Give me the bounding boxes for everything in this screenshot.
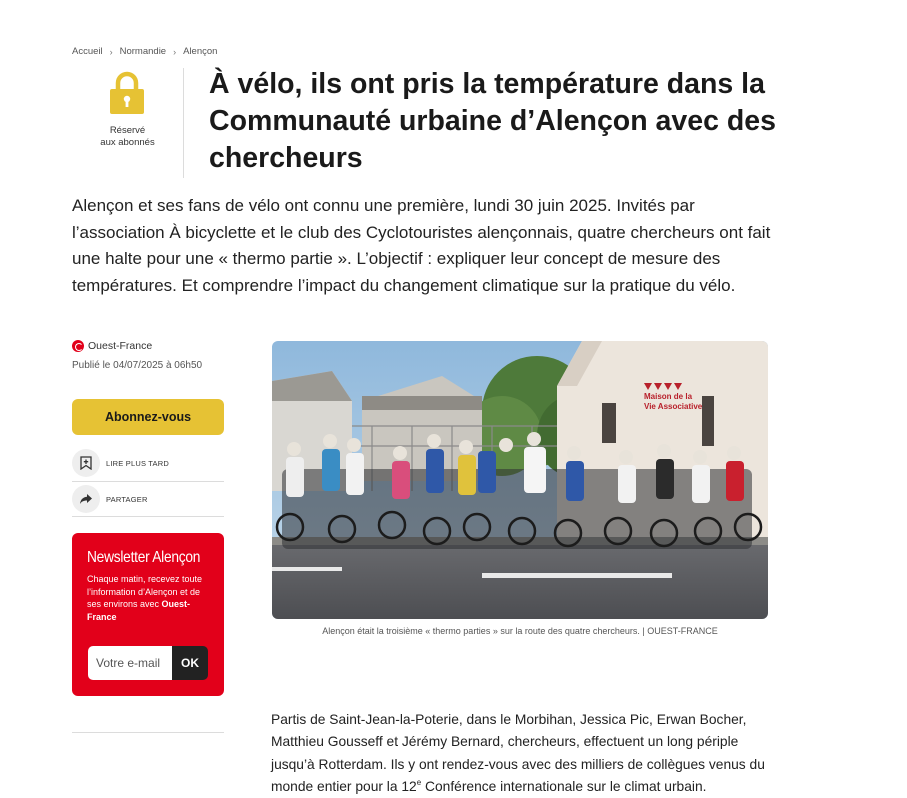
newsletter-form	[88, 646, 208, 680]
article-body-paragraph: Partis de Saint-Jean-la-Poterie, dans le Morbihan, Jessica Pic, Erwan Bocher, Matthieu Gousseff et Jérémy Bernard, chercheurs, effectuent un long périple jusqu’à Rotterdam. Ils y ont rendez-vous avec des milliers de collègues venus du monde entier pour la 12e Conférence internationale sur le climat urbain.	[271, 712, 765, 794]
premium-badge	[72, 68, 184, 178]
newsletter-submit-button[interactable]: OK	[172, 646, 208, 680]
article-source[interactable]	[72, 340, 152, 352]
bookmark-plus-icon	[72, 449, 100, 477]
newsletter-email-input[interactable]	[88, 646, 172, 680]
newsletter-description: Chaque matin, recevez toute l’information d’Alençon et de ses environs avec Ouest-France	[87, 574, 203, 622]
newsletter-title: Newsletter Alençon	[87, 549, 201, 566]
chevron-right-icon: ›	[173, 46, 177, 57]
subscribe-button[interactable]: Abonnez-vous	[72, 399, 224, 435]
newsletter-box	[72, 533, 224, 696]
breadcrumb-normandie[interactable]: Normandie	[119, 46, 167, 57]
breadcrumb-alencon[interactable]: Alençon	[183, 46, 218, 57]
chevron-right-icon: ›	[109, 46, 113, 57]
breadcrumb-accueil[interactable]: Accueil	[72, 46, 103, 57]
read-later-label: LIRE PLUS TARD	[106, 458, 169, 468]
read-later-button[interactable]	[72, 446, 224, 480]
share-button[interactable]	[72, 482, 224, 516]
article-photo[interactable]	[272, 341, 768, 619]
article-lead: Alençon et ses fans de vélo ont connu une première, lundi 30 juin 2025. Invités par l’association À bicyclette et le club des Cyclotouristes alençonnais, quatre chercheurs ont fait une halte pour une « thermo partie ». L’objectif : expliquer leur concept de mesure des températures. Et comprendre l’impact du changement climatique sur la pratique du vélo.	[72, 196, 771, 295]
breadcrumb	[72, 46, 217, 57]
divider	[72, 516, 224, 517]
premium-label: Réservé aux abonnés	[100, 125, 155, 148]
ouest-france-logo-icon	[72, 340, 84, 352]
group-cyclists-photo	[272, 341, 768, 619]
photo-caption: Alençon était la troisième « thermo parties » sur la route des quatre chercheurs. | OUEST-FRANCE	[322, 626, 718, 636]
share-label: PARTAGER	[106, 494, 148, 504]
article-title: À vélo, ils ont pris la température dans la Communauté urbaine d’Alençon avec des chercheurs	[209, 68, 776, 174]
sign-line2: Vie Associative	[644, 402, 703, 411]
publish-date: Publié le 04/07/2025 à 06h50	[72, 360, 203, 371]
divider	[72, 732, 224, 733]
sign-line1: Maison de la	[644, 392, 693, 401]
share-arrow-icon	[72, 485, 100, 513]
lock-icon	[109, 70, 145, 114]
source-name: Ouest-France	[88, 340, 153, 352]
